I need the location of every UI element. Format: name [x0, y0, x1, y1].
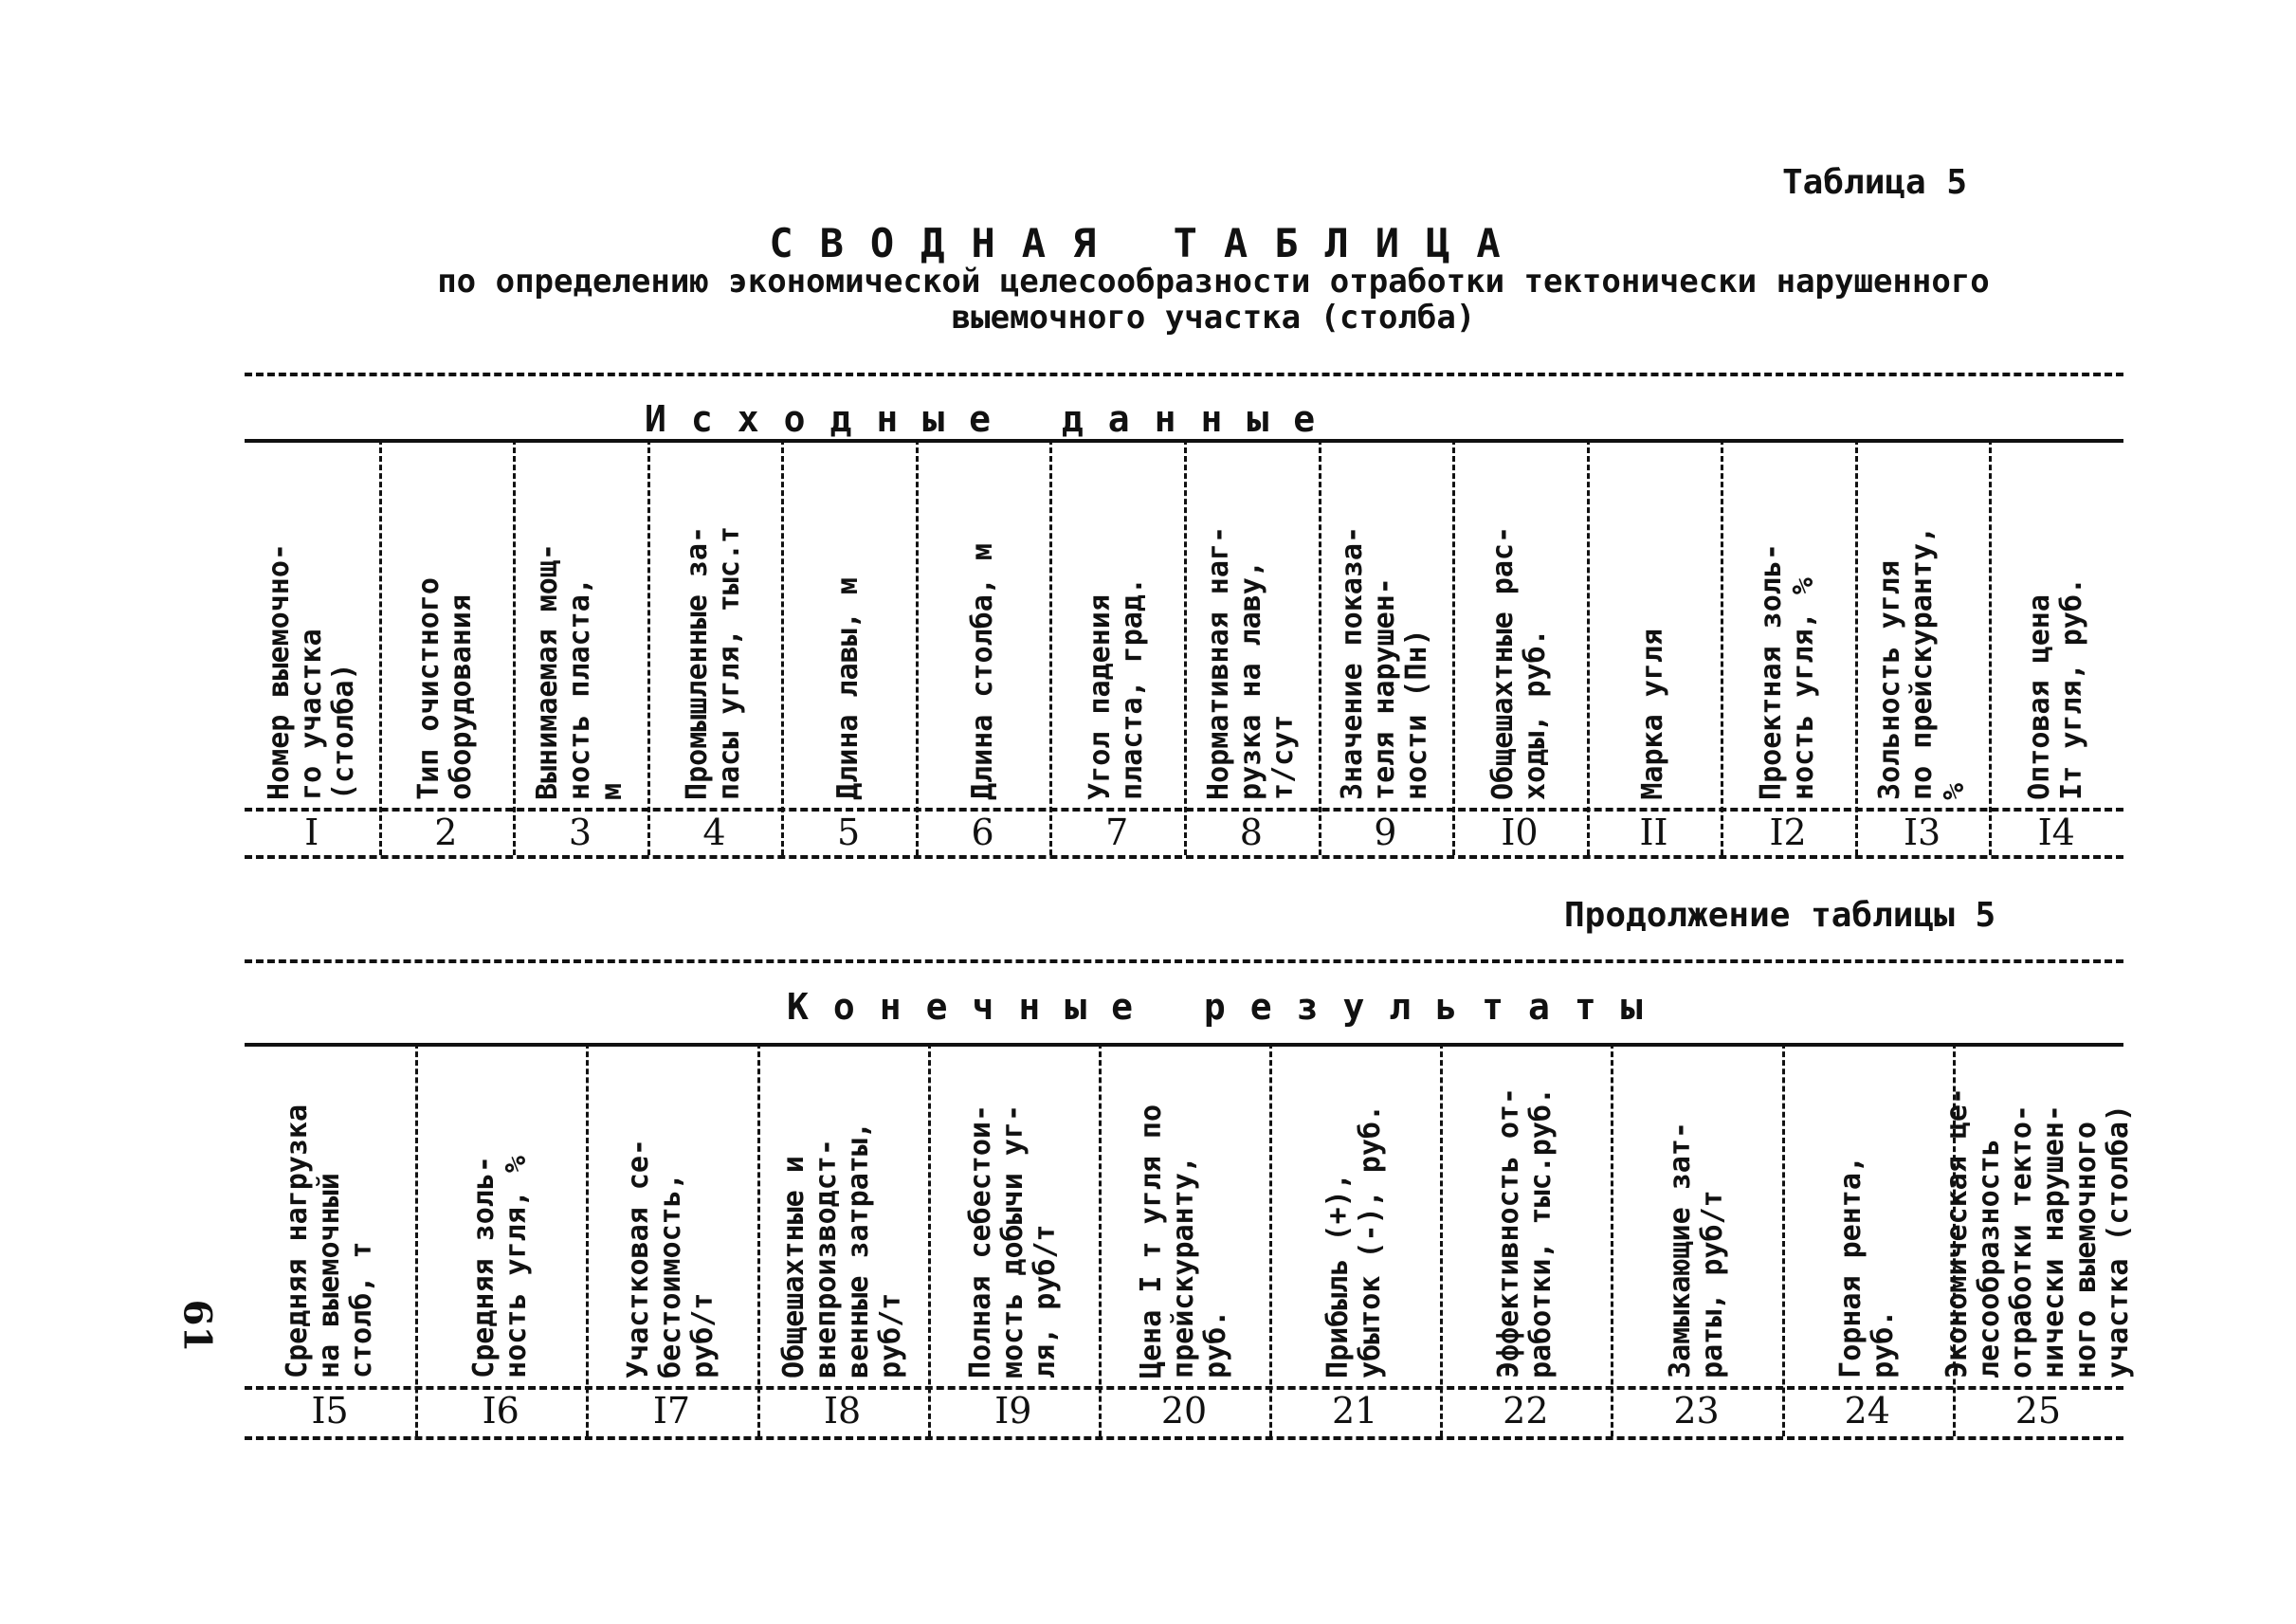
- column-header-text: Проектная золь- ность угля, %: [1755, 543, 1821, 800]
- column-header: [920, 450, 1047, 800]
- column-divider: [415, 1043, 418, 1436]
- column-header-text: Цена I т угля по прейскуранту, руб.: [1134, 1104, 1232, 1378]
- column-header-text: Длина столба, м: [965, 543, 999, 800]
- column-header: [1993, 450, 2120, 800]
- column-header: [383, 450, 510, 800]
- column-divider: [586, 1043, 589, 1436]
- column-header-text: Вынимаемая мощ- ность пласта, м: [530, 543, 629, 800]
- column-divider: [1319, 439, 1321, 855]
- column-header: [1786, 1054, 1949, 1378]
- column-header-text: Марка угля: [1636, 629, 1670, 800]
- column-divider: [1611, 1043, 1613, 1436]
- column-header-text: Эффективность от- работки, тыс.руб.: [1492, 1086, 1558, 1378]
- column-header-text: Общешахтные и внепроизводст- венные затраты, руб/т: [776, 1122, 907, 1378]
- column-divider: [1184, 439, 1187, 855]
- column-divider: [928, 1043, 931, 1436]
- table-label: Таблица 5: [1782, 163, 1968, 202]
- column-divider: [647, 439, 650, 855]
- column-header: [1724, 450, 1851, 800]
- column-header-text: Промышленные за- пасы угля, тыс.т: [681, 526, 747, 800]
- column-header-text: Полная себестои- мость добычи уг- ля, руб/т: [963, 1104, 1062, 1378]
- column-header: [248, 450, 375, 800]
- page-number: 61: [174, 1299, 220, 1353]
- continuation-label: Продолжение таблицы 5: [1564, 896, 1996, 935]
- column-number: 23: [1673, 1390, 1720, 1432]
- column-header-text: Номер выемочно- го участка (столба): [262, 543, 360, 800]
- column-header-text: Общешахтные рас- ходы, руб.: [1485, 526, 1552, 800]
- column-number: I0: [1501, 812, 1539, 853]
- table1-section-title: Исходные данные: [645, 398, 1340, 440]
- column-header: [1444, 1054, 1607, 1378]
- column-header: [1053, 450, 1180, 800]
- column-number: I3: [1904, 812, 1941, 853]
- column-divider: [1099, 1043, 1102, 1436]
- column-number: 8: [1239, 812, 1263, 853]
- column-number: II: [1639, 812, 1668, 853]
- table1-bottom-rule: [245, 855, 2123, 859]
- column-header-text: Нормативная наг- рузка на лаву, т/сут: [1201, 526, 1300, 800]
- column-number: 21: [1331, 1390, 1378, 1432]
- column-header-text: Зольность угля по прейскуранту, %: [1872, 526, 1971, 800]
- column-divider: [1049, 439, 1052, 855]
- column-number: I5: [311, 1390, 349, 1432]
- column-number: I4: [2037, 812, 2075, 853]
- column-header: [761, 1054, 924, 1378]
- column-number: 7: [1105, 812, 1129, 853]
- subtitle-line-1: по определению экономической целесообразности отработки тектонически нарушенного: [437, 263, 1990, 301]
- column-number: I2: [1769, 812, 1807, 853]
- column-number: 3: [568, 812, 592, 853]
- column-header: [785, 450, 912, 800]
- column-divider: [1855, 439, 1858, 855]
- column-header-text: Оптовая цена Iт угля, руб.: [2023, 577, 2089, 800]
- column-header-text: Экономическая це- лесообразность отработки текто- нически нарушен- ного выемочного участка (столба): [1940, 1086, 2135, 1378]
- column-header: [419, 1054, 582, 1378]
- column-number: I7: [652, 1390, 691, 1432]
- column-header-text: Угол падения пласта, град.: [1084, 577, 1150, 800]
- column-divider: [1587, 439, 1590, 855]
- column-divider: [1782, 1043, 1785, 1436]
- table2-header-rule: [245, 1043, 2123, 1047]
- column-header: [1859, 450, 1986, 800]
- table-title: СВОДНАЯ ТАБЛИЦА: [769, 220, 1527, 266]
- column-number: I9: [994, 1390, 1032, 1432]
- column-header: [590, 1054, 753, 1378]
- column-header: [1188, 450, 1315, 800]
- column-number: 25: [2014, 1390, 2062, 1432]
- column-number: 20: [1160, 1390, 1208, 1432]
- column-header-text: Тип очистного оборудования: [412, 577, 479, 800]
- column-header: [1456, 450, 1583, 800]
- column-header: [248, 1054, 411, 1378]
- column-divider: [513, 439, 516, 855]
- column-header: [932, 1054, 1095, 1378]
- table1-top-dashed-rule: [245, 373, 2123, 376]
- table2-bottom-rule: [245, 1436, 2123, 1440]
- column-header: [1591, 450, 1718, 800]
- column-header: [1102, 1054, 1266, 1378]
- column-header: [1614, 1054, 1777, 1378]
- column-header-text: Средняя нагрузка на выемочный столб, т: [281, 1104, 379, 1378]
- column-divider: [1721, 439, 1723, 855]
- column-number: 2: [434, 812, 458, 853]
- column-divider: [781, 439, 784, 855]
- column-header-text: Горная рента, руб.: [1833, 1156, 1900, 1378]
- column-number: I: [304, 812, 319, 853]
- column-divider: [1452, 439, 1455, 855]
- column-number: 22: [1503, 1390, 1549, 1432]
- table2-section-title: Конечные результаты: [787, 986, 1667, 1028]
- column-header: [1940, 1054, 2135, 1378]
- column-number: 24: [1844, 1390, 1890, 1432]
- column-header: [517, 450, 644, 800]
- column-header-text: Участковая се- бестоимость, руб/т: [622, 1139, 720, 1378]
- subtitle-line-2: выемочного участка (столба): [951, 299, 1476, 337]
- column-header-text: Замыкающие зат- раты, руб/т: [1663, 1122, 1729, 1378]
- column-header-text: Средняя золь- ность угля, %: [467, 1156, 534, 1378]
- column-divider: [757, 1043, 760, 1436]
- column-header: [1273, 1054, 1436, 1378]
- column-number: 4: [702, 812, 726, 853]
- column-header: [1322, 450, 1449, 800]
- column-number: 5: [836, 812, 861, 853]
- column-divider: [916, 439, 919, 855]
- column-header-text: Значение показа- теля нарушен- ности (Пн): [1336, 526, 1434, 800]
- column-divider: [1440, 1043, 1443, 1436]
- column-number: I6: [482, 1390, 519, 1432]
- table-subtitle: [408, 264, 2019, 336]
- column-header: [651, 450, 778, 800]
- column-divider: [379, 439, 382, 855]
- column-divider: [1269, 1043, 1272, 1436]
- column-number: 6: [971, 812, 994, 853]
- column-header-text: Длина лавы, м: [831, 577, 866, 800]
- column-header-text: Прибыль (+), убыток (-), руб.: [1321, 1104, 1388, 1378]
- column-number: I8: [824, 1390, 862, 1432]
- table2-top-dashed-rule: [245, 959, 2123, 963]
- column-number: 9: [1374, 812, 1397, 853]
- column-divider: [1989, 439, 1992, 855]
